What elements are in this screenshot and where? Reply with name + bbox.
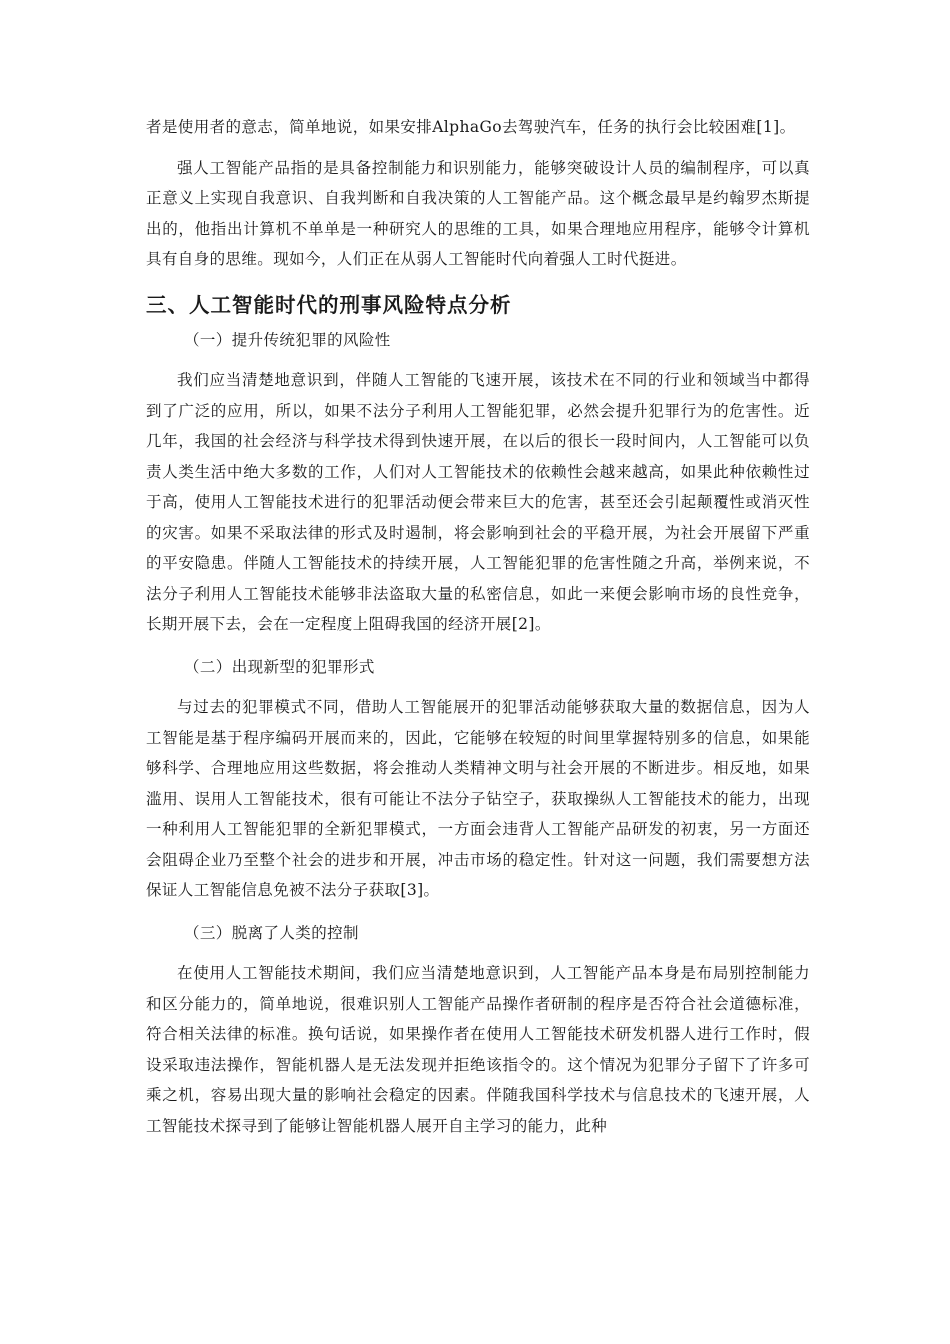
paragraph-strong-ai: 强人工智能产品指的是具备控制能力和识别能力，能够突破设计人员的编制程序，可以真正意义上实现自我意识、自我判断和自我决策的人工智能产品。这个概念最早是约翰罗杰斯提出的，他指出计算机不单单是一种研究人的思维的工具，如果合理地应用程序，能够令计算机具有自身的思维。现如今，人们正在从弱人工智能时代向着强人工时代挺进。 <box>146 158 810 268</box>
subheading-2: （二）出现新型的犯罪形式 <box>184 657 375 676</box>
paragraph-risk: 我们应当清楚地意识到，伴随人工智能的飞速开展，该技术在不同的行业和领域当中都得到了广泛的应用，所以，如果不法分子利用人工智能犯罪，必然会提升犯罪行为的危害性。近几年，我国的社会经济与科学技术得到快速开展，在以后的很长一段时间内，人工智能可以负责人类生活中绝大多数的工作，人们对人工智能技术的依赖性会越来越高，如果此种依赖性过于高，使用人工智能技术进行的犯罪活动便会带来巨大的危害，甚至还会引起颠覆性或消灭性的灾害。如果不采取法律的形式及时遏制，将会影响到社会的平稳开展，为社会开展留下严重的平安隐患。伴随人工智能技术的持续开展，人工智能犯罪的危害性随之升高，举例来说，不法分子利用人工智能技术能够非法盗取大量的私密信息，如此一来便会影响市场的良性竞争，长期开展下去，会在一定程度上阻碍我国的经济开展[2]。 <box>146 371 810 633</box>
paragraph-new-crime: 与过去的犯罪模式不同，借助人工智能展开的犯罪活动能够获取大量的数据信息，因为人工智能是基于程序编码开展而来的，因此，它能够在较短的时间里掌握特别多的信息，如果能够科学、合理地应用这些数据，将会推动人类精神文明与社会开展的不断进步。相反地，如果滥用、误用人工智能技术，很有可能让不法分子钻空子，获取操纵人工智能技术的能力，出现一种利用人工智能犯罪的全新犯罪模式，一方面会违背人工智能产品研发的初衷，另一方面还会阻碍企业乃至整个社会的进步和开展，冲击市场的稳定性。针对这一问题，我们需要想方法保证人工智能信息免被不法分子获取[3]。 <box>146 698 810 899</box>
paragraph-control: 在使用人工智能技术期间，我们应当清楚地意识到，人工智能产品本身是布局别控制能力和区分能力的，简单地说，很难识别人工智能产品操作者研制的程序是否符合社会道德标准，符合相关法律的标准。换句话说，如果操作者在使用人工智能技术研发机器人进行工作时，假设采取违法操作，智能机器人是无法发现并拒绝该指令的。这个情况为犯罪分子留下了许多可乘之机，容易出现大量的影响社会稳定的因素。伴随我国科学技术与信息技术的飞速开展，人工智能技术探寻到了能够让智能机器人展开自主学习的能力，此种 <box>146 964 810 1135</box>
subheading-1: （一）提升传统犯罪的风险性 <box>184 330 391 349</box>
subheading-3: （三）脱离了人类的控制 <box>184 923 359 942</box>
paragraph-continuation: 者是使用者的意志，简单地说，如果安排AlphaGo去驾驶汽车，任务的执行会比较困难[1]。 <box>146 118 796 136</box>
document-page <box>146 112 810 1141</box>
section-heading-3: 三、人工智能时代的刑事风险特点分析 <box>146 292 512 317</box>
